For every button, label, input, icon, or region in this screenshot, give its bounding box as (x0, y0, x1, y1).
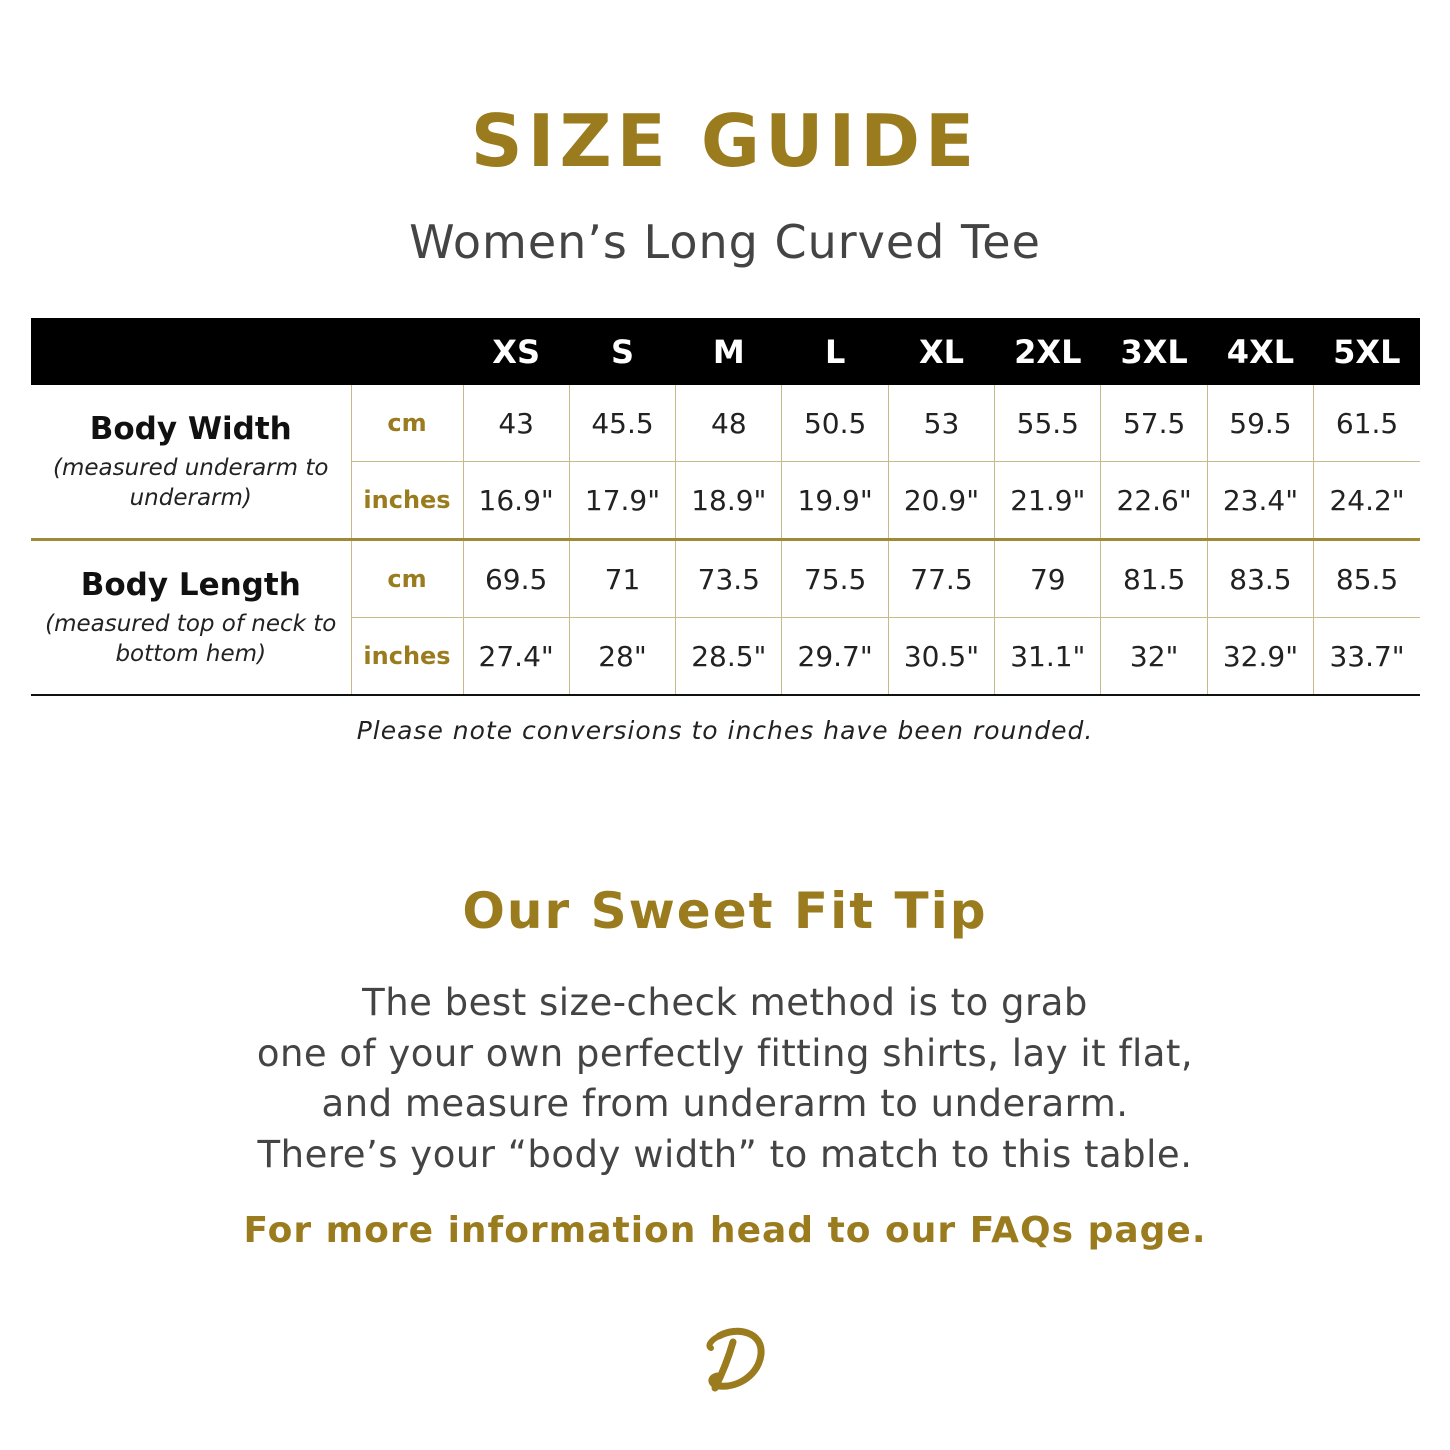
table-cell: 83.5 (1207, 540, 1313, 618)
table-cell: 22.6" (1101, 462, 1207, 540)
size-header: 4XL (1207, 318, 1313, 385)
size-header: XL (888, 318, 994, 385)
group-title: Body Length (80, 566, 301, 603)
group-description: (measured underarm to underarm) (53, 454, 329, 511)
fit-tip-line: There’s your “body width” to match to this table. (257, 1132, 1193, 1176)
table-cell: 32.9" (1207, 618, 1313, 696)
table-cell: 19.9" (782, 462, 888, 540)
unit-label: cm (351, 540, 463, 618)
table-cell: 21.9" (995, 462, 1101, 540)
table-row (31, 385, 1420, 462)
fit-tip-line: The best size-check method is to grab (362, 981, 1088, 1024)
table-cell: 71 (569, 540, 675, 618)
table-cell: 59.5 (1207, 385, 1313, 462)
size-header: 2XL (995, 318, 1101, 385)
table-cell: 50.5 (782, 385, 888, 462)
table-cell: 77.5 (888, 540, 994, 618)
table-cell: 20.9" (888, 462, 994, 540)
page-title: SIZE GUIDE (470, 99, 980, 183)
size-header-row (31, 318, 1420, 385)
product-subtitle: Women’s Long Curved Tee (409, 215, 1041, 269)
table-cell: 43 (463, 385, 569, 462)
table-cell: 55.5 (995, 385, 1101, 462)
table-cell: 53 (888, 385, 994, 462)
table-cell: 73.5 (676, 540, 782, 618)
table-cell: 69.5 (463, 540, 569, 618)
size-header: M (676, 318, 782, 385)
size-header: 3XL (1101, 318, 1207, 385)
header-blank (31, 318, 463, 385)
group-description: (measured top of neck to bottom hem) (45, 610, 337, 667)
table-cell: 30.5" (888, 618, 994, 696)
fit-tip-body (0, 978, 1450, 1180)
size-header: XS (463, 318, 569, 385)
table-cell: 32" (1101, 618, 1207, 696)
fit-tip-heading: Our Sweet Fit Tip (462, 882, 988, 940)
table-cell: 57.5 (1101, 385, 1207, 462)
row-group-label (31, 540, 351, 696)
table-cell: 24.2" (1314, 462, 1420, 540)
table-row (31, 540, 1420, 618)
table-cell: 27.4" (463, 618, 569, 696)
unit-label: inches (351, 462, 463, 540)
row-group-label (31, 385, 351, 540)
unit-label: cm (351, 385, 463, 462)
group-title: Body Width (89, 410, 292, 447)
table-cell: 75.5 (782, 540, 888, 618)
table-cell: 28.5" (676, 618, 782, 696)
size-header: S (569, 318, 675, 385)
table-cell: 61.5 (1314, 385, 1420, 462)
rounding-note: Please note conversions to inches have been rounded. (356, 716, 1094, 745)
table-cell: 23.4" (1207, 462, 1313, 540)
size-table (31, 318, 1420, 696)
table-cell: 33.7" (1314, 618, 1420, 696)
table-cell: 79 (995, 540, 1101, 618)
table-cell: 31.1" (995, 618, 1101, 696)
unit-label: inches (351, 618, 463, 696)
d-script-logo-icon (697, 1322, 773, 1398)
fit-tip-line: and measure from underarm to underarm. (321, 1082, 1129, 1125)
size-header: 5XL (1314, 318, 1420, 385)
faq-link[interactable]: For more information head to our FAQs page. (243, 1210, 1207, 1251)
fit-tip-line: one of your own perfectly fitting shirts, lay it flat, (256, 1031, 1194, 1075)
table-cell: 16.9" (463, 462, 569, 540)
table-cell: 18.9" (676, 462, 782, 540)
table-cell: 29.7" (782, 618, 888, 696)
table-cell: 81.5 (1101, 540, 1207, 618)
table-cell: 48 (676, 385, 782, 462)
size-header: L (782, 318, 888, 385)
table-cell: 85.5 (1314, 540, 1420, 618)
table-cell: 45.5 (569, 385, 675, 462)
table-cell: 28" (569, 618, 675, 696)
table-cell: 17.9" (569, 462, 675, 540)
